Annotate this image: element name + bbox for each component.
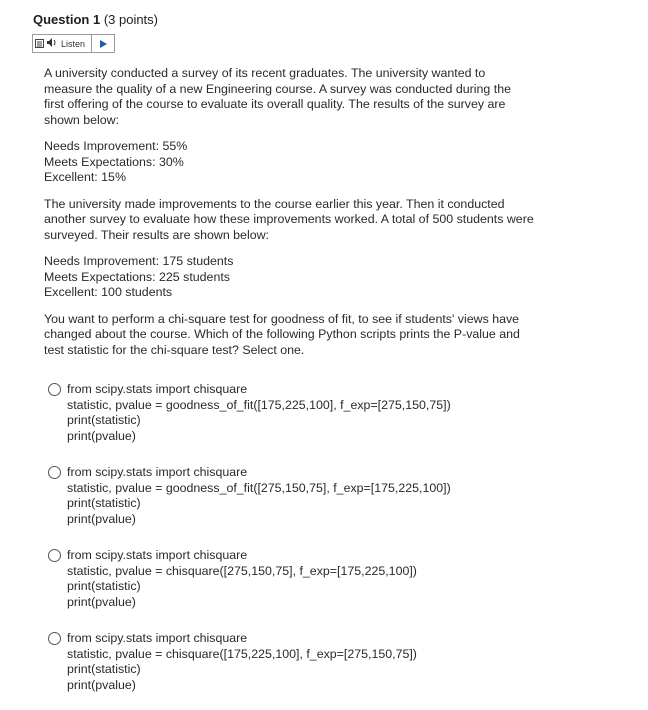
code-line: from scipy.stats import chisquare <box>67 465 248 479</box>
second-result-line: Meets Expectations: 225 students <box>44 269 230 284</box>
code-line: from scipy.stats import chisquare <box>67 382 248 396</box>
code-line: from scipy.stats import chisquare <box>67 548 248 562</box>
code-line: print(pvalue) <box>67 677 136 692</box>
code-line: print(statistic) <box>67 413 141 427</box>
radio-button[interactable] <box>48 632 61 645</box>
code-line: statistic, pvalue = chisquare([175,225,100], f_exp=[275,150,75]) <box>67 646 417 661</box>
code-line: print(pvalue) <box>67 511 136 526</box>
code-line: print(pvalue) <box>67 594 136 609</box>
second-result-line: Needs Improvement: 175 students <box>44 254 234 268</box>
question-points: (3 points) <box>103 12 159 27</box>
code-line: print(statistic) <box>67 662 141 676</box>
code-line: from scipy.stats import chisquare <box>67 631 248 645</box>
second-intro-paragraph: The university made improvements to the course earlier this year. Then it conducted another survey to evaluate how these improvements worked. A total of 500 students were surveyed. Their results are shown below: <box>44 196 534 242</box>
menu-icon[interactable] <box>33 35 45 52</box>
code-line: statistic, pvalue = chisquare([275,150,75], f_exp=[175,225,100]) <box>67 563 417 578</box>
question-header <box>33 12 158 27</box>
code-line: statistic, pvalue = goodness_of_fit([175,225,100], f_exp=[275,150,75]) <box>67 397 451 412</box>
radio-button[interactable] <box>48 466 61 479</box>
listen-label: Listen <box>61 38 86 49</box>
intro-paragraph: A university conducted a survey of its recent graduates. The university wanted to measure the quality of a new Engineering course. A survey was conducted during the first offering of the course to evaluate its overall quality. The results of the survey are shown below: <box>44 66 511 127</box>
listen-toolbar <box>32 34 115 53</box>
code-line: print(statistic) <box>67 579 141 593</box>
radio-button[interactable] <box>48 383 61 396</box>
code-line: print(pvalue) <box>67 428 136 443</box>
first-result-line: Excellent: 15% <box>44 170 126 184</box>
option-code <box>67 465 451 527</box>
play-button[interactable] <box>92 35 114 52</box>
option-code <box>67 548 417 610</box>
prompt-paragraph: You want to perform a chi-square test for goodness of fit, to see if students' views have changed about the course. Which of the following Python scripts prints the P-value and test statistic for the chi-square test? Select one. <box>44 311 520 357</box>
speaker-icon <box>47 38 58 49</box>
option-code <box>67 631 417 693</box>
second-result-line: Excellent: 100 students <box>44 285 173 299</box>
listen-button[interactable] <box>45 35 92 52</box>
code-line: print(statistic) <box>67 496 141 510</box>
radio-button[interactable] <box>48 549 61 562</box>
option-code <box>67 382 451 444</box>
play-icon <box>100 40 107 48</box>
first-result-line: Needs Improvement: 55% <box>44 139 188 153</box>
code-line: statistic, pvalue = goodness_of_fit([275,150,75], f_exp=[175,225,100]) <box>67 480 451 495</box>
question-body <box>44 66 534 358</box>
question-number: Question 1 <box>33 12 101 27</box>
first-result-line: Meets Expectations: 30% <box>44 154 184 169</box>
